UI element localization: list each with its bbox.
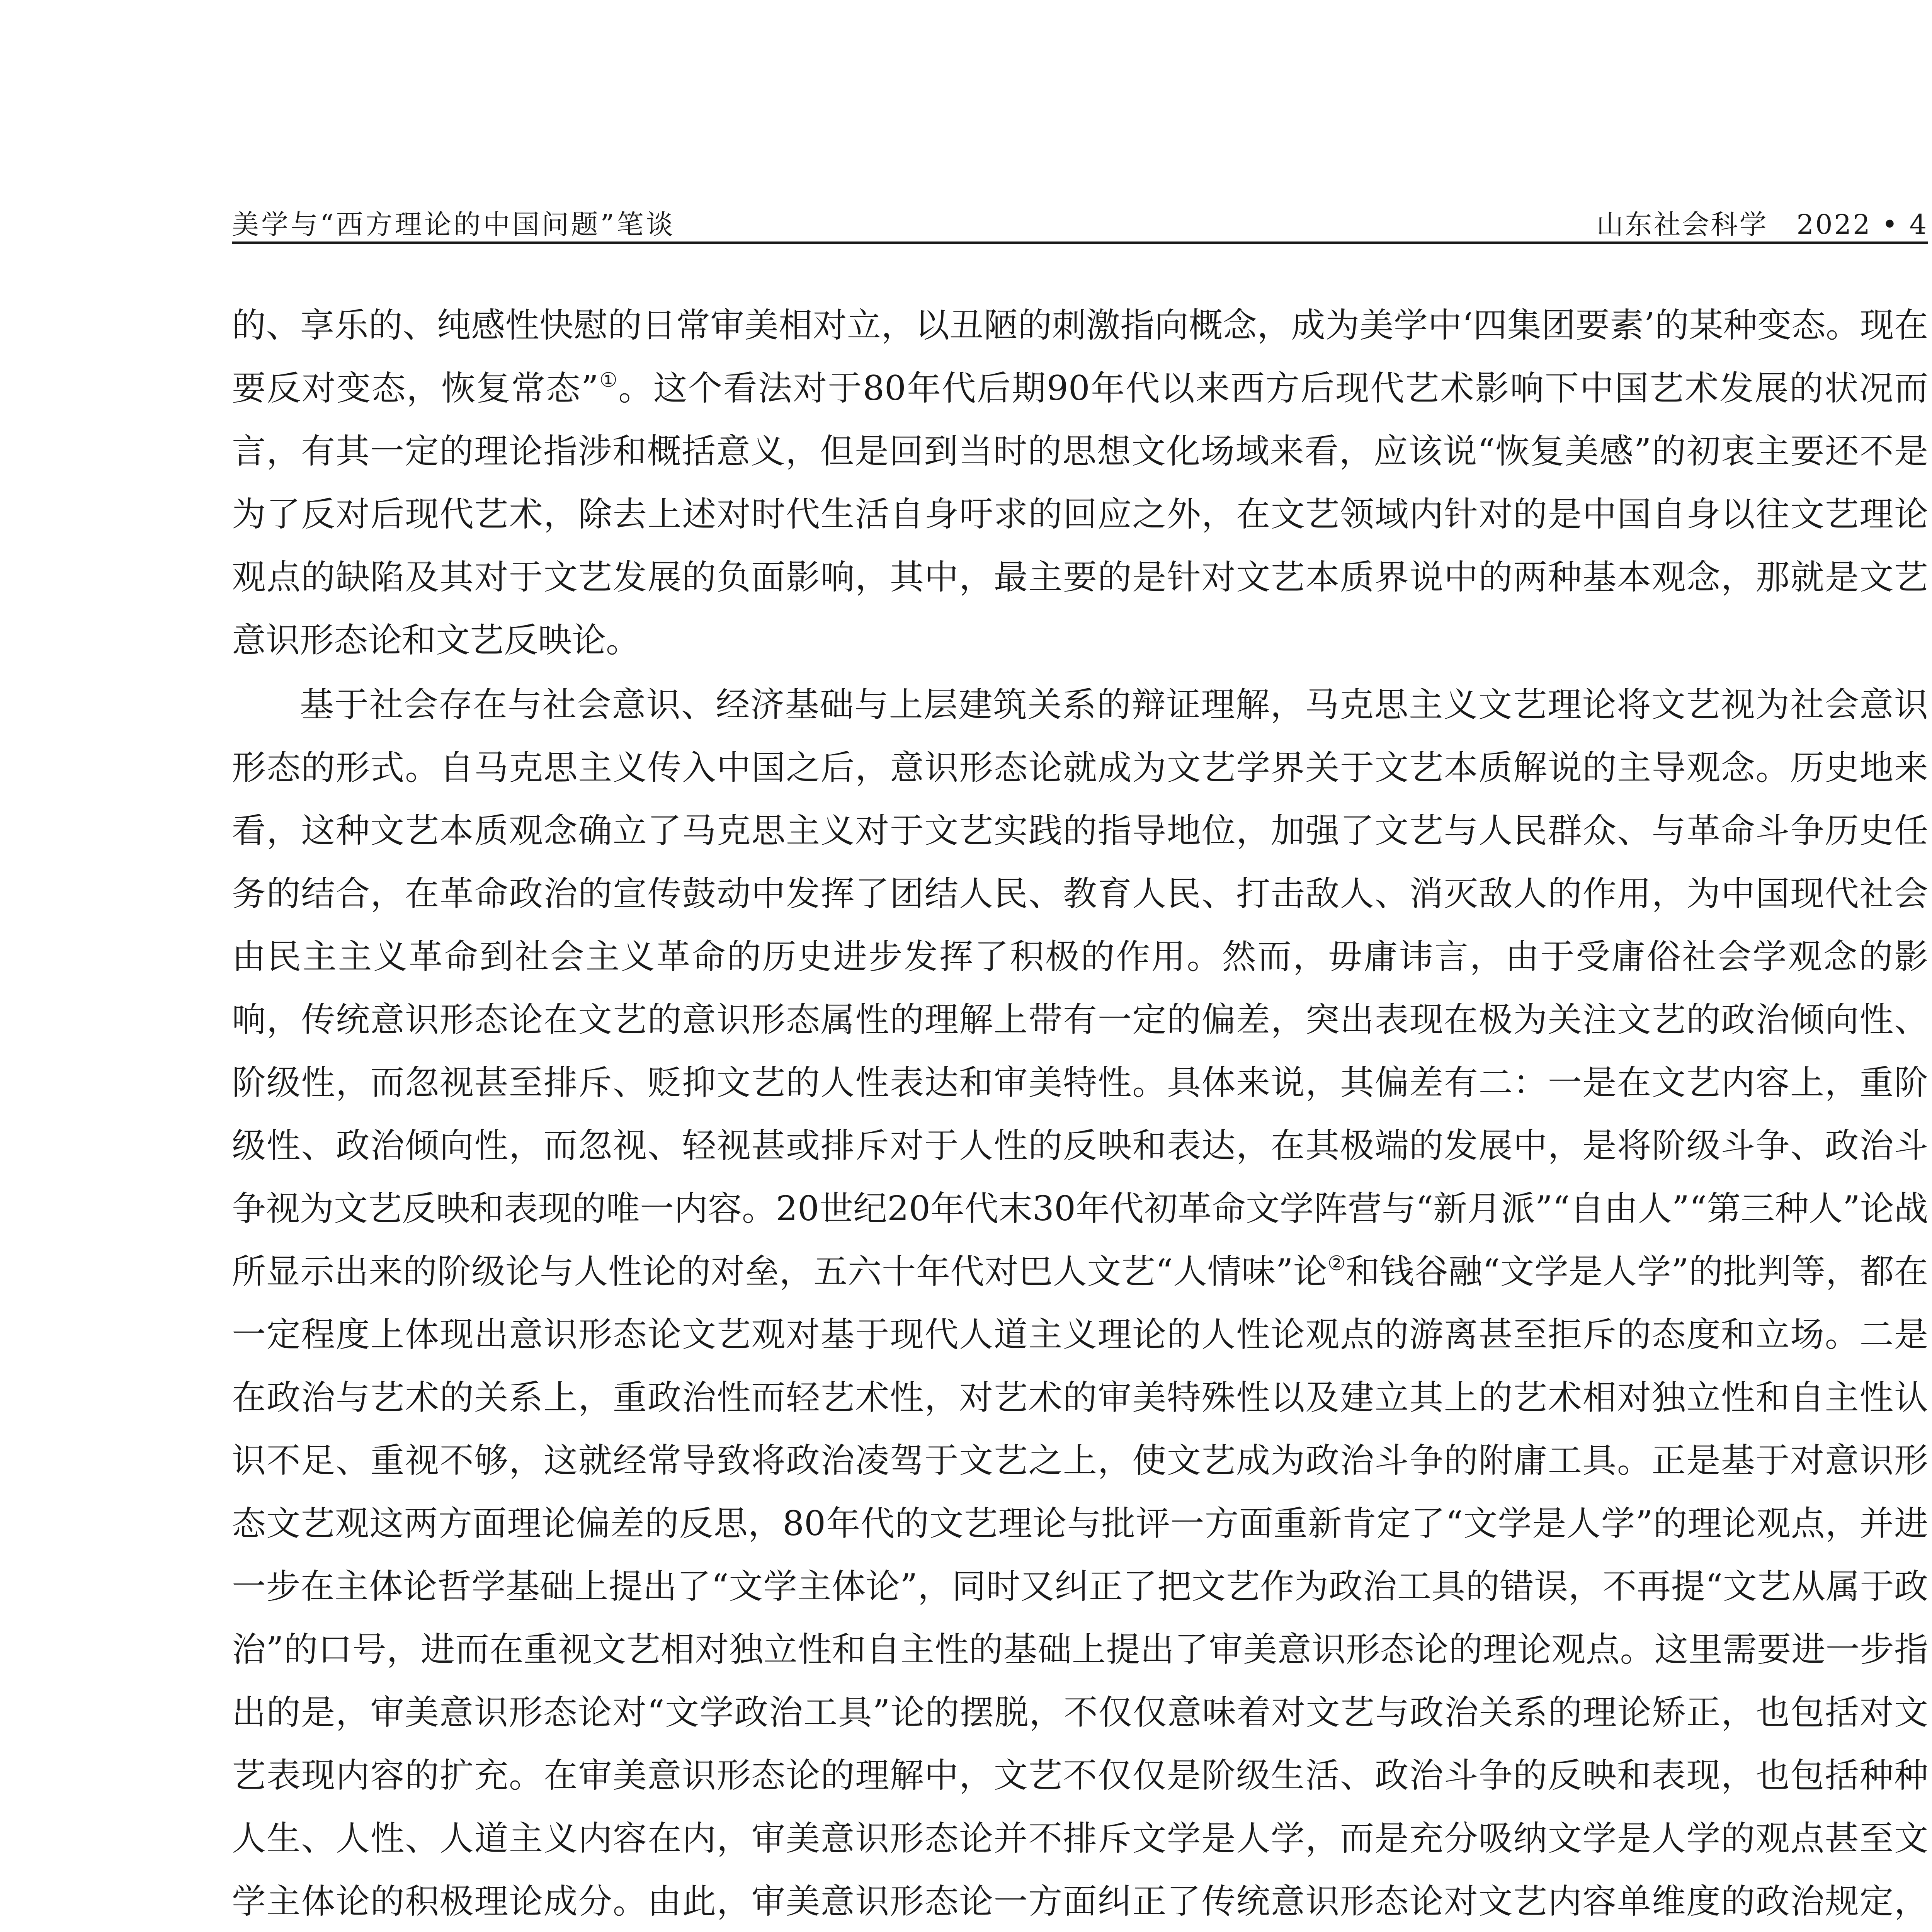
paragraph-1: 的、享乐的、纯感性快慰的日常审美相对立，以丑陋的刺激指向概念，成为美学中‘四集团要素’的某种变态。现在要反对变态，恢复常态”①。这个看法对于80年代后期90年代以来西方后现代艺术影响下中国艺术发展的状况而言，有其一定的理论指涉和概括意义，但是回到当时的思想文化场域来看，应该说“恢复美感”的初衷主要还不是为了反对后现代艺术，除去上述对时代生活自身吁求的回应之外，在文艺领域内针对的是中国自身以往文艺理论观点的缺陷及其对于文艺发展的负面影响，其中，最主要的是针对文艺本质界说中的两种基本观念，那就是文艺意识形态论和文艺反映论。 [232,305,1928,660]
footnote-ref-2[interactable]: ② [1327,1252,1346,1275]
footnote-ref-1[interactable]: ① [598,369,619,392]
running-head [232,195,1928,244]
article-body [232,294,1928,1932]
paragraph-2: 基于社会存在与社会意识、经济基础与上层建筑关系的辩证理解，马克思主义文艺理论将文艺视为社会意识形态的形式。自马克思主义传入中国之后，意识形态论就成为文艺学界关于文艺本质解说的主导观念。历史地来看，这种文艺本质观念确立了马克思主义对于文艺实践的指导地位，加强了文艺与人民群众、与革命斗争历史任务的结合，在革命政治的宣传鼓动中发挥了团结人民、教育人民、打击敌人、消灭敌人的作用，为中国现代社会由民主主义革命到社会主义革命的历史进步发挥了积极的作用。然而，毋庸讳言，由于受庸俗社会学观念的影响，传统意识形态论在文艺的意识形态属性的理解上带有一定的偏差，突出表现在极为关注文艺的政治倾向性、阶级性，而忽视甚至排斥、贬抑文艺的人性表达和审美特性。具体来说，其偏差有二：一是在文艺内容上，重阶级性、政治倾向性，而忽视、轻视甚或排斥对于人性的反映和表达，在其极端的发展中，是将阶级斗争、政治斗争视为文艺反映和表现的唯一内容。20世纪20年代末30年代初革命文学阵营与“新月派”“自由人”“第三种人”论战所显示出来的阶级论与人性论的对垒，五六十年代对巴人文艺“人情味”论②和钱谷融“文学是人学”的批判等，都在一定程度上体现出意识形态论文艺观对基于现代人道主义理论的人性论观点的游离甚至拒斥的态度和立场。二是在政治与艺术的关系上，重政治性而轻艺术性，对艺术的审美特殊性以及建立其上的艺术相对独立性和自主性认识不足、重视不够，这就经常导致将政治凌驾于文艺之上，使文艺成为政治斗争的附庸工具。正是基于对意识形态文艺观这两方面理论偏差的反思，80年代的文艺理论与批评一方面重新肯定了“文学是人学”的理论观点，并进一步在主体论哲学基础上提出了“文学主体论”，同时又纠正了把文艺作为政治工具的错误，不再提“文艺从属于政治”的口号，进而在重视文艺相对独立性和自主性的基础上提出了审美意识形态论的理论观点。这里需要进一步指出的是，审美意识形态论对“文学政治工具”论的摆脱，不仅仅意味着对文艺与政治关系的理论矫正，也包括对文艺表现内容的扩充。在审美意识形态论的理解中，文艺不仅仅是阶级生活、政治斗争的反映和表现，也包括种种人生、人性、人道主义内容在内，审美意识形态论并不排斥文学是人学，而是充分吸纳文学是人学的观点甚至文学主体论的积极理论成分。由此，审美意识形态论一方面纠正了传统意识形态论对文艺内容单维度的政治规定， [232,685,1928,1921]
journal-issue: 山东社会科学 2022 • 4 [1596,209,1928,240]
section-title: 美学与“西方理论的中国问题”笔谈 [232,209,675,240]
